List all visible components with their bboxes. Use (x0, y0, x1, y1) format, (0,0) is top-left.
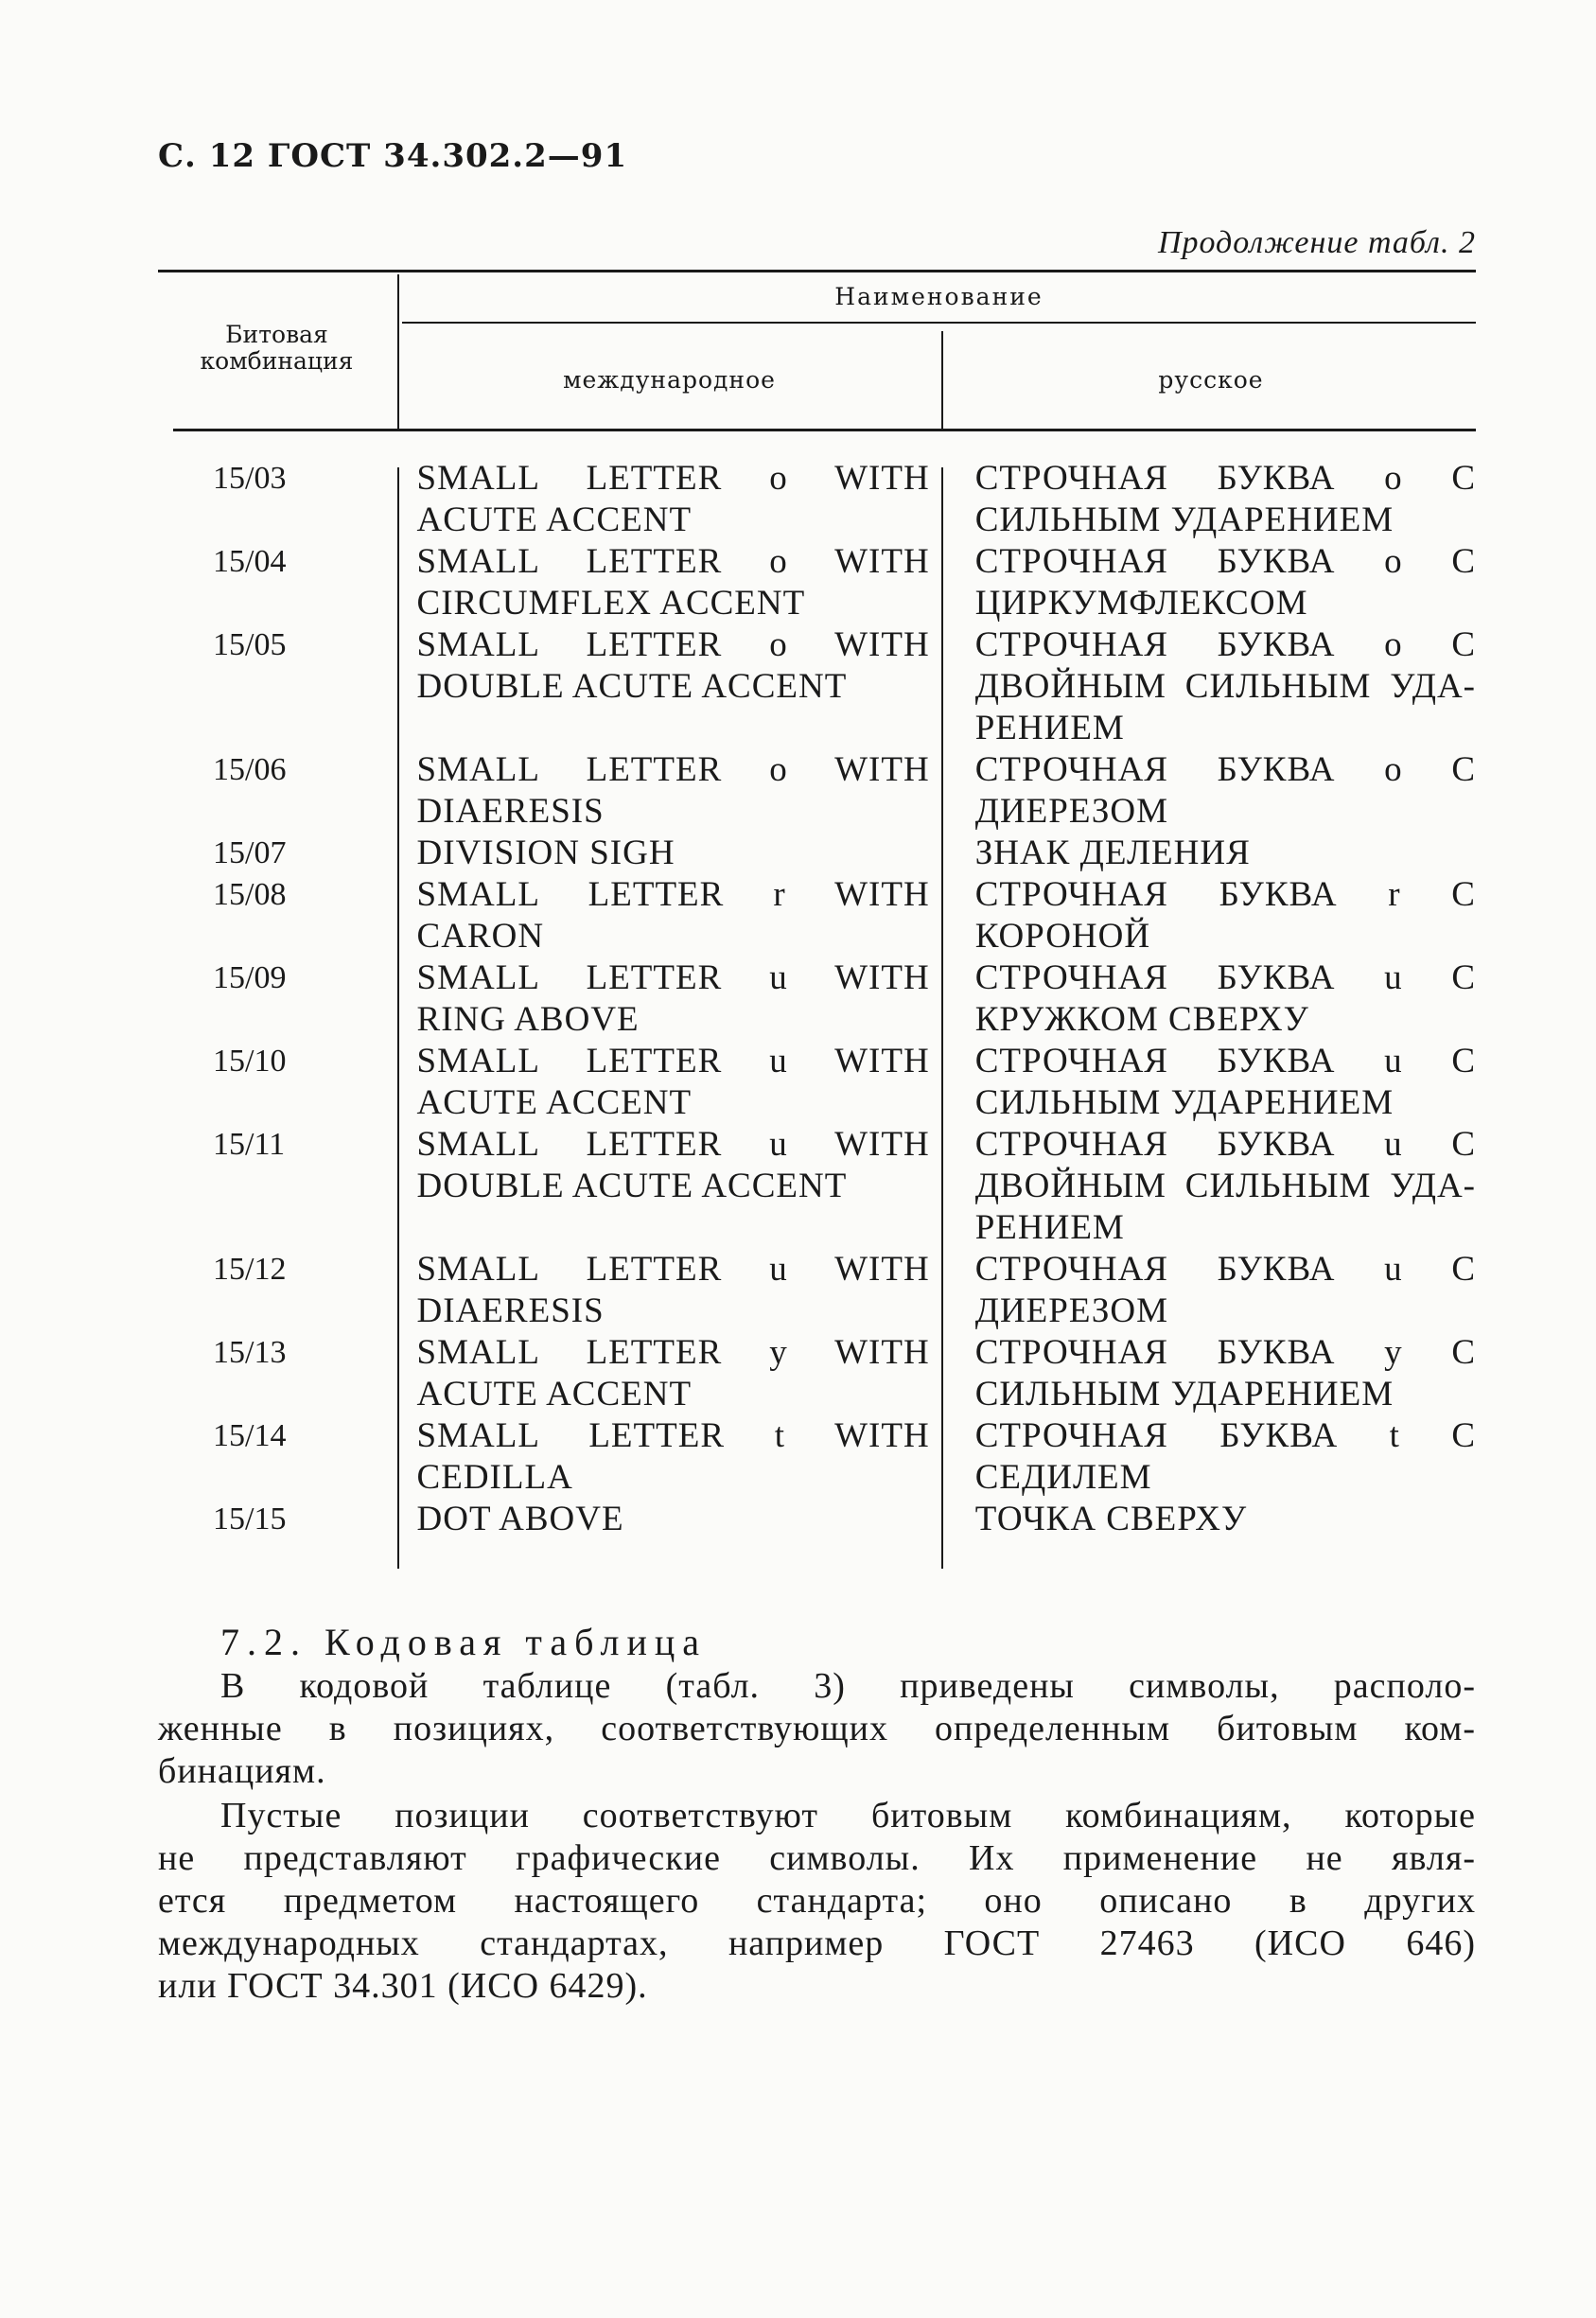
table-row (158, 1332, 1476, 1415)
name-subheader-rule (402, 322, 1476, 324)
international-name-line: DIAERESIS (416, 1291, 605, 1330)
russian-name-cell (975, 833, 1476, 874)
bit-combination-cell: 15/07 (213, 835, 287, 870)
international-name-line: DOUBLE ACUTE ACCENT (416, 667, 848, 706)
international-name-line: DIAERESIS (416, 792, 605, 831)
russian-name-line: ДВОЙНЫМ СИЛЬНЫМ УДА- (974, 667, 1476, 706)
russian-name-line: ДВОЙНЫМ СИЛЬНЫМ УДА- (974, 1167, 1476, 1205)
table-continuation-label: Продолжение табл. 2 (1157, 225, 1476, 260)
international-name-line: DOUBLE ACUTE ACCENT (416, 1167, 848, 1205)
russian-name-cell (975, 1124, 1476, 1249)
table-row (158, 874, 1476, 957)
table-body (158, 458, 1476, 1540)
international-name-line: SMALL LETTER r WITH (416, 875, 930, 914)
international-name-line: SMALL LETTER o WITH (416, 542, 930, 581)
international-name-cell (417, 1041, 930, 1124)
table-row (158, 1041, 1476, 1124)
bit-combination-cell: 15/14 (213, 1418, 287, 1453)
international-name-line: SMALL LETTER o WITH (416, 459, 930, 498)
russian-name-line: СТРОЧНАЯ БУКВА u С (974, 1250, 1476, 1289)
international-name-line: SMALL LETTER o WITH (416, 625, 930, 664)
russian-name-line: СТРОЧНАЯ БУКВА u С (974, 958, 1476, 997)
international-name-line: CARON (416, 917, 545, 956)
international-name-cell (417, 541, 930, 624)
russian-name-line: ЦИРКУМФЛЕКСОМ (974, 584, 1308, 623)
header-bottom-rule (173, 429, 1476, 431)
bit-combination-cell: 15/12 (213, 1252, 287, 1287)
header-divider-code (397, 274, 399, 429)
russian-name-cell (975, 624, 1476, 749)
bit-combination-cell: 15/09 (213, 960, 287, 995)
international-name-cell (417, 833, 930, 874)
russian-name-cell (975, 874, 1476, 957)
table-row (158, 624, 1476, 749)
international-name-line: DOT ABOVE (416, 1500, 624, 1538)
paragraph-line: женные в позициях, соответствующих определенным битовым ком- (158, 1709, 1476, 1748)
russian-name-line: СТРОЧНАЯ БУКВА y С (974, 1333, 1476, 1372)
section-heading: 7.2. Кодовая таблица (220, 1621, 708, 1663)
international-name-cell (417, 1124, 930, 1207)
russian-name-line: СТРОЧНАЯ БУКВА о С (974, 459, 1476, 498)
header-divider-ru (941, 331, 943, 429)
international-name-line: SMALL LETTER y WITH (416, 1333, 930, 1372)
international-name-line: SMALL LETTER o WITH (416, 750, 930, 789)
paragraph-line: ется предметом настоящего стандарта; оно описано в других (158, 1881, 1476, 1921)
table-row (158, 749, 1476, 833)
international-name-cell (417, 458, 930, 541)
russian-name-line: СИЛЬНЫМ УДАРЕНИЕМ (974, 1083, 1394, 1122)
international-name-line: SMALL LETTER u WITH (416, 1042, 930, 1080)
table-row (158, 1415, 1476, 1499)
russian-name-cell (975, 1415, 1476, 1499)
international-name-cell (417, 749, 930, 833)
table-row (158, 1124, 1476, 1249)
paragraph-2 (158, 1795, 1476, 2008)
international-name-line: DIVISION SIGH (416, 834, 675, 872)
international-name-cell (417, 874, 930, 957)
international-name-cell (417, 624, 930, 708)
russian-name-line: СЕДИЛЕМ (974, 1458, 1152, 1497)
russian-name-line: СТРОЧНАЯ БУКВА u С (974, 1042, 1476, 1080)
header-bit-combination: Битовая комбинация (200, 321, 354, 375)
paragraph-line: или ГОСТ 34.301 (ИСО 6429). (158, 1966, 648, 2006)
russian-name-cell (975, 458, 1476, 541)
table-row (158, 1249, 1476, 1332)
russian-name-line: ДИЕРЕЗОМ (974, 792, 1169, 831)
russian-name-cell (975, 749, 1476, 833)
international-name-line: CEDILLA (416, 1458, 573, 1497)
bit-combination-cell: 15/08 (213, 877, 287, 912)
table-top-rule (158, 270, 1476, 272)
russian-name-line: СТРОЧНАЯ БУКВА о С (974, 750, 1476, 789)
russian-name-line: СИЛЬНЫМ УДАРЕНИЕМ (974, 1375, 1394, 1414)
international-name-line: SMALL LETTER u WITH (416, 1250, 930, 1289)
russian-name-line: СТРОЧНАЯ БУКВА u С (974, 1125, 1476, 1164)
international-name-line: ACUTE ACCENT (416, 1083, 693, 1122)
international-name-cell (417, 957, 930, 1041)
bit-combination-cell: 15/04 (213, 544, 287, 579)
russian-name-line: РЕНИЕМ (974, 709, 1125, 747)
paragraph-line: не представляют графические символы. Их применение не явля- (158, 1838, 1476, 1878)
header-name: Наименование (834, 283, 1044, 310)
table-row (158, 957, 1476, 1041)
table-row (158, 1499, 1476, 1540)
international-name-cell (417, 1249, 930, 1332)
table-row (158, 541, 1476, 624)
russian-name-cell (975, 1499, 1476, 1540)
bit-combination-cell: 15/03 (213, 461, 287, 496)
bit-combination-cell: 15/11 (213, 1127, 286, 1162)
russian-name-line: КОРОНОЙ (974, 917, 1151, 956)
russian-name-line: ЗНАК ДЕЛЕНИЯ (974, 834, 1251, 872)
russian-name-line: СТРОЧНАЯ БУКВА t С (974, 1416, 1476, 1455)
russian-name-line: РЕНИЕМ (974, 1208, 1125, 1247)
table-row (158, 833, 1476, 874)
russian-name-cell (975, 957, 1476, 1041)
paragraph-line: бинациям. (158, 1751, 326, 1791)
international-name-line: SMALL LETTER u WITH (416, 958, 930, 997)
russian-name-cell (975, 1249, 1476, 1332)
international-name-line: ACUTE ACCENT (416, 1375, 693, 1414)
russian-name-line: КРУЖКОМ СВЕРХУ (974, 1000, 1309, 1039)
russian-name-line: СТРОЧНАЯ БУКВА r С (974, 875, 1476, 914)
russian-name-line: ДИЕРЕЗОМ (974, 1291, 1169, 1330)
bit-combination-cell: 15/05 (213, 627, 287, 662)
paragraph-line: международных стандартах, например ГОСТ 27463 (ИСО 646) (158, 1923, 1476, 1963)
paragraph-line: В кодовой таблице (табл. 3) приведены символы, располо- (220, 1666, 1476, 1706)
russian-name-cell (975, 1041, 1476, 1124)
paragraph-line: Пустые позиции соответствуют битовым комбинациям, которые (220, 1796, 1476, 1835)
russian-name-line: СИЛЬНЫМ УДАРЕНИЕМ (974, 500, 1394, 539)
international-name-line: CIRCUMFLEX ACCENT (416, 584, 806, 623)
bit-combination-cell: 15/06 (213, 752, 287, 787)
page-header: С. 12 ГОСТ 34.302.2—91 (158, 137, 628, 175)
bit-combination-cell: 15/13 (213, 1335, 287, 1370)
international-name-cell (417, 1332, 930, 1415)
russian-name-line: СТРОЧНАЯ БУКВА о С (974, 542, 1476, 581)
russian-name-line: ТОЧКА СВЕРХУ (974, 1500, 1248, 1538)
russian-name-cell (975, 1332, 1476, 1415)
header-international: международное (563, 366, 776, 394)
header-russian: русское (1158, 366, 1264, 394)
international-name-line: SMALL LETTER t WITH (416, 1416, 930, 1455)
russian-name-cell (975, 541, 1476, 624)
international-name-line: ACUTE ACCENT (416, 500, 693, 539)
international-name-line: SMALL LETTER u WITH (416, 1125, 930, 1164)
table-row (158, 458, 1476, 541)
international-name-cell (417, 1499, 930, 1540)
paragraph-1 (158, 1665, 1476, 1793)
international-name-line: RING ABOVE (416, 1000, 640, 1039)
russian-name-line: СТРОЧНАЯ БУКВА о С (974, 625, 1476, 664)
international-name-cell (417, 1415, 930, 1499)
bit-combination-cell: 15/15 (213, 1501, 287, 1537)
bit-combination-cell: 15/10 (213, 1044, 287, 1079)
